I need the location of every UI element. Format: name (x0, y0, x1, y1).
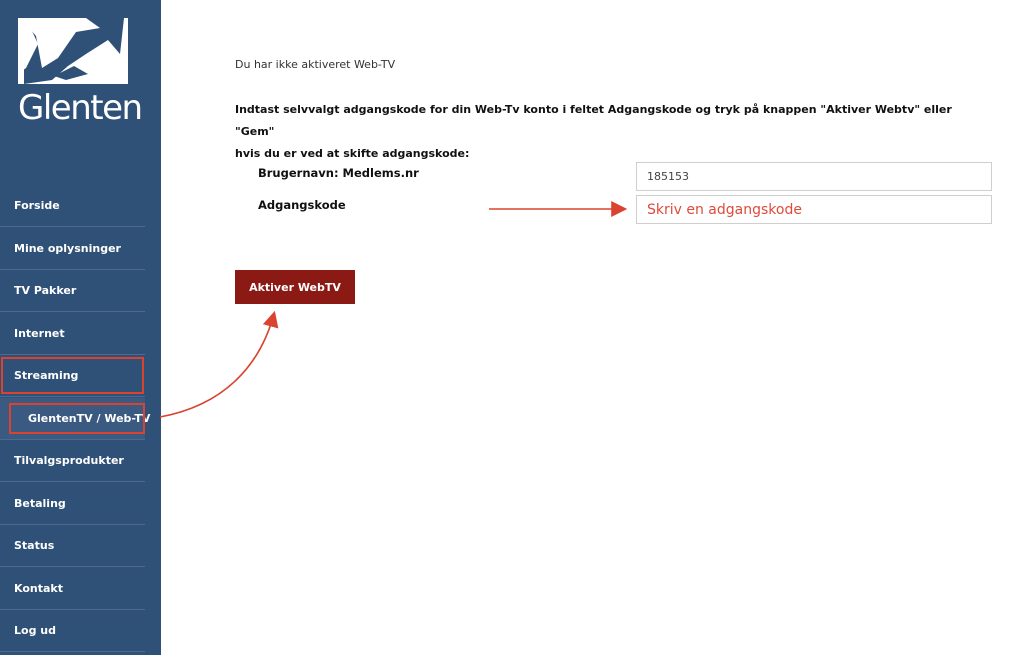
activate-webtv-button[interactable]: Aktiver WebTV (235, 270, 355, 304)
sidebar-item-kontakt[interactable]: Kontakt (0, 568, 145, 610)
sidebar-item-betaling[interactable]: Betaling (0, 483, 145, 525)
sidebar-item-glententv-webtv[interactable]: GlentenTV / Web-TV (0, 398, 145, 440)
webtv-status-notice: Du har ikke aktiveret Web-TV (235, 58, 396, 71)
password-label: Adgangskode (258, 198, 346, 212)
brand-name: Glenten (18, 88, 142, 128)
sidebar (0, 0, 161, 655)
instructions-text (235, 99, 955, 165)
sidebar-item-tilvalgsprodukter[interactable]: Tilvalgsprodukter (0, 440, 145, 482)
username-field[interactable] (636, 162, 992, 191)
kite-logo-icon (16, 14, 132, 94)
sidebar-item-tv-pakker[interactable]: TV Pakker (0, 270, 145, 312)
password-field[interactable] (636, 195, 992, 224)
sidebar-item-mine-oplysninger[interactable]: Mine oplysninger (0, 228, 145, 270)
instructions-line-2: hvis du er ved at skifte adgangskode: (235, 147, 470, 160)
main-content (161, 0, 1024, 655)
sidebar-item-forside[interactable]: Forside (0, 185, 145, 227)
username-label: Brugernavn: Medlems.nr (258, 166, 419, 180)
sidebar-item-streaming[interactable]: Streaming (0, 355, 145, 397)
instructions-line-1: Indtast selvvalgt adgangskode for din Web-Tv konto i feltet Adgangskode og tryk på knappen "Aktiver Webtv" eller "Gem" (235, 103, 952, 138)
sidebar-item-status[interactable]: Status (0, 525, 145, 567)
sidebar-item-log-ud[interactable]: Log ud (0, 610, 145, 652)
sidebar-item-internet[interactable]: Internet (0, 313, 145, 355)
